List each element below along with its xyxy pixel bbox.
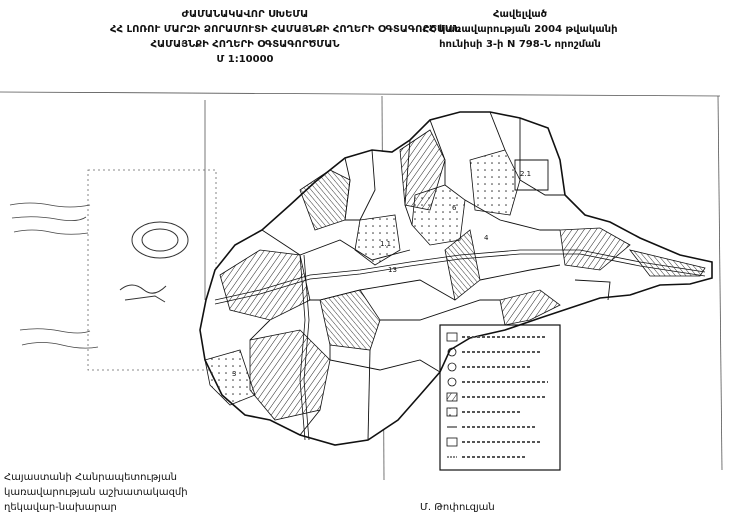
approval-note: [395, 7, 645, 52]
approval-line-3: հունիսի 3-ի N 798-Ն որոշման: [439, 39, 601, 50]
official-stamp: [88, 170, 216, 370]
map-legend: [440, 325, 560, 470]
signer-name: Մ. Թոփուզյան: [420, 502, 495, 513]
parcel-label: 4: [484, 234, 489, 242]
title-line-3: ՀԱՄԱՅՆՔԻ ՀՈՂԵՐԻ ՕԳՏԱԳՈՐԾՄԱՆ: [150, 39, 340, 50]
title-line-2: ՀՀ ԼՈՌՈՒ ՄԱՐԶԻ ՁՈՐԱՄՈՒՏԻ ՀԱՄԱՅՆՔԻ ՀՈՂԵՐԻ ՕԳՏԱԳՈՐԾՄԱՆ: [110, 24, 461, 35]
approval-line-2: ՀՀ կառավարության 2004 թվականի: [422, 24, 618, 35]
signature-line-1: Հայաստանի Հանրապետության: [4, 472, 178, 483]
map-title: [110, 7, 461, 67]
parcel-label: 1.1: [380, 240, 392, 248]
parcel-label: 13: [388, 266, 397, 274]
title-line-1: ԺԱՄԱՆԱԿԱՎՈՐ ՍԽԵՄԱ: [181, 9, 309, 20]
parcel-label: 2.1: [520, 170, 532, 178]
signature-line-3: ղեկավար-նախարար: [4, 502, 117, 513]
approval-line-1: Հավելված: [492, 9, 548, 20]
parcel-label: 3: [232, 370, 237, 378]
parcel-label: 6: [452, 204, 457, 212]
signature-line-2: կառավարության աշխատակազմի: [4, 487, 188, 498]
scribbled-notes: [10, 203, 98, 348]
signature-block: [4, 470, 188, 515]
map-scale: Մ 1:10000: [216, 54, 274, 65]
